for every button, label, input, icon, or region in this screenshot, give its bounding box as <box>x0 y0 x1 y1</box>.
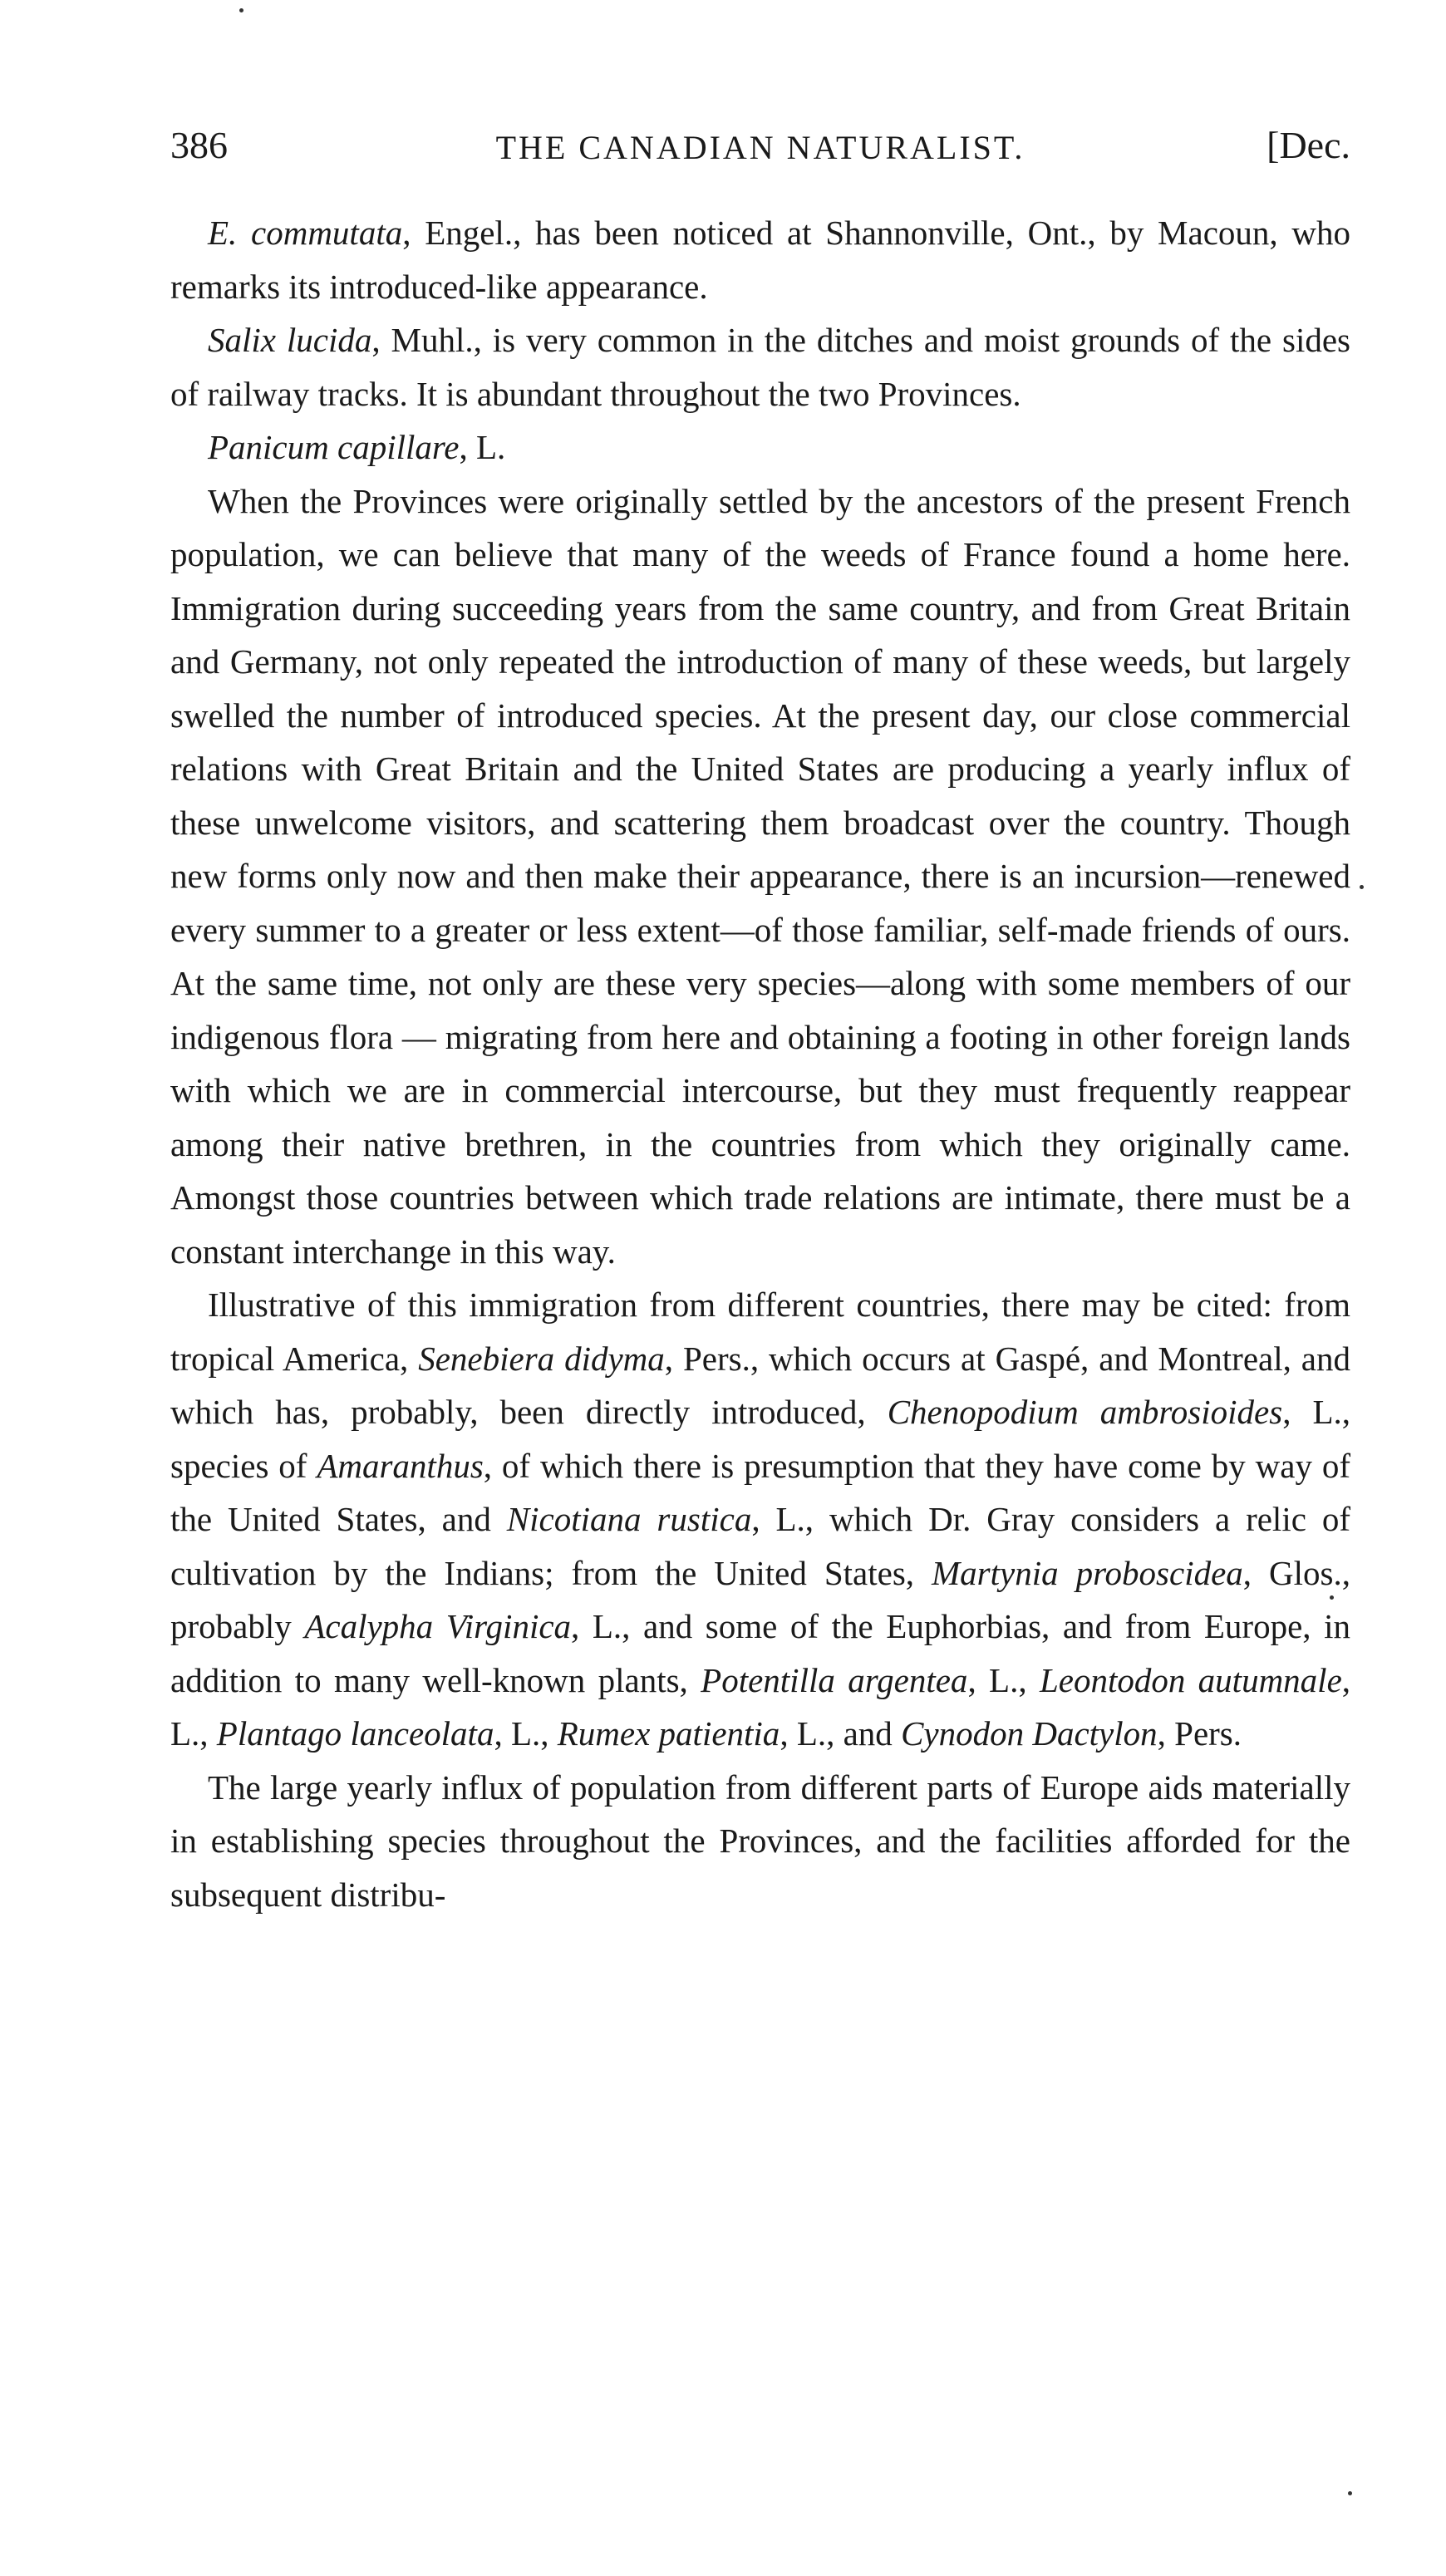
print-speck <box>1360 885 1364 889</box>
paragraph-2 <box>170 313 1350 420</box>
species-name: Amaranthus <box>317 1446 484 1485</box>
species-name: Cynodon Dactylon <box>901 1714 1158 1753</box>
paragraph-3 <box>170 420 1350 474</box>
paragraph-text: , Engel., has been noticed at Shannonville, Ont., by Macoun, who remarks its introduced-like appearance. <box>170 214 1350 306</box>
paragraph-text: , Glos., probably <box>170 1553 1350 1645</box>
species-name: Potentilla argentea <box>701 1660 968 1699</box>
species-name: E. commutata <box>208 214 403 252</box>
paragraph-4 <box>170 474 1350 1279</box>
species-name: Acalypha Virginica <box>304 1607 572 1645</box>
paragraph-text: Illustrative of this immigration from different countries, there may be cited: from tropical America, <box>170 1286 1350 1378</box>
species-name: Panicum capillare <box>208 428 460 466</box>
page-number: 386 <box>170 124 228 166</box>
paragraph-text: , L. <box>459 428 506 466</box>
page-header <box>170 123 1350 181</box>
print-speck <box>1348 2491 1352 2495</box>
species-name: Senebiera didyma <box>418 1339 665 1378</box>
paragraph-text: , L., species of <box>170 1393 1351 1485</box>
species-name: Plantago lanceolata <box>216 1714 494 1753</box>
body-text <box>170 206 1350 1921</box>
paragraph-6 <box>170 1761 1350 1922</box>
species-name: Leontodon autumnale <box>1039 1660 1342 1699</box>
paragraph-text: , Pers. <box>1157 1714 1242 1753</box>
paragraph-text: , L., and <box>780 1714 902 1753</box>
species-name: Chenopodium ambrosioides <box>887 1393 1283 1431</box>
paragraph-text: The large yearly influx of population from different parts of Europe aids materially in establishing species throughout the Provinces, and the facilities afforded for the subsequent distribu- <box>170 1767 1350 1914</box>
paragraph-text: , L., and some of the Euphorbias, and from Europe, in addition to many well-known plants, <box>170 1607 1351 1699</box>
species-name: Martynia proboscidea <box>932 1553 1243 1592</box>
running-date: [Dec. <box>1266 124 1350 166</box>
paragraph-text: When the Provinces were originally settled by the ancestors of the present French population, we can believe that many of the weeds of France found a home here. Immigration during succeeding years from the same country, and from Great Britain and Germany, not only repeated the introduction of many of these weeds, but largely swelled the number of introduced species. At the present day, our close commercial relations with Great Britain and the United States are producing a yearly influx of these unwelcome visitors, and scattering them broadcast over the country. Though new forms only now and then make their appearance, there is an incursion—renewed every summer to a greater or less extent—of those familiar, self-made friends of ours. At the same time, not only are these very species—along with some members of our indigenous flora — migrating from here and obtaining a footing in other foreign lands with which we are in commercial intercourse, but they must frequently reappear among their native brethren, in the countries from which they originally came. Amongst those countries between which trade relations are intimate, there must be a constant interchange in this way. <box>170 481 1350 1271</box>
paragraph-text: , of which there is presumption that they have come by way of the United States, and <box>170 1446 1350 1538</box>
running-title: THE CANADIAN NATURALIST. <box>495 129 1025 166</box>
print-speck <box>1330 1595 1334 1600</box>
paragraph-text: , L., which Dr. Gray considers a relic of cultivation by the Indians; from the United States, <box>170 1500 1350 1592</box>
paragraph-text: , L., <box>170 1660 1351 1753</box>
paragraph-text: , Muhl., is very common in the ditches and moist grounds of the sides of railway tracks. It is abundant throughout the two Provinces. <box>170 321 1350 413</box>
species-name: Salix lucida <box>208 321 372 359</box>
paragraph-text: , L., <box>494 1714 558 1753</box>
species-name: Nicotiana rustica <box>506 1500 752 1538</box>
paragraph-1 <box>170 206 1350 313</box>
paragraph-text: , L., <box>967 1660 1040 1699</box>
print-speck <box>239 8 243 12</box>
species-name: Rumex patientia <box>557 1714 780 1753</box>
paragraph-5 <box>170 1278 1350 1761</box>
paragraph-text: , Pers., which occurs at Gaspé, and Montreal, and which has, probably, been directly introduced, <box>170 1339 1350 1431</box>
